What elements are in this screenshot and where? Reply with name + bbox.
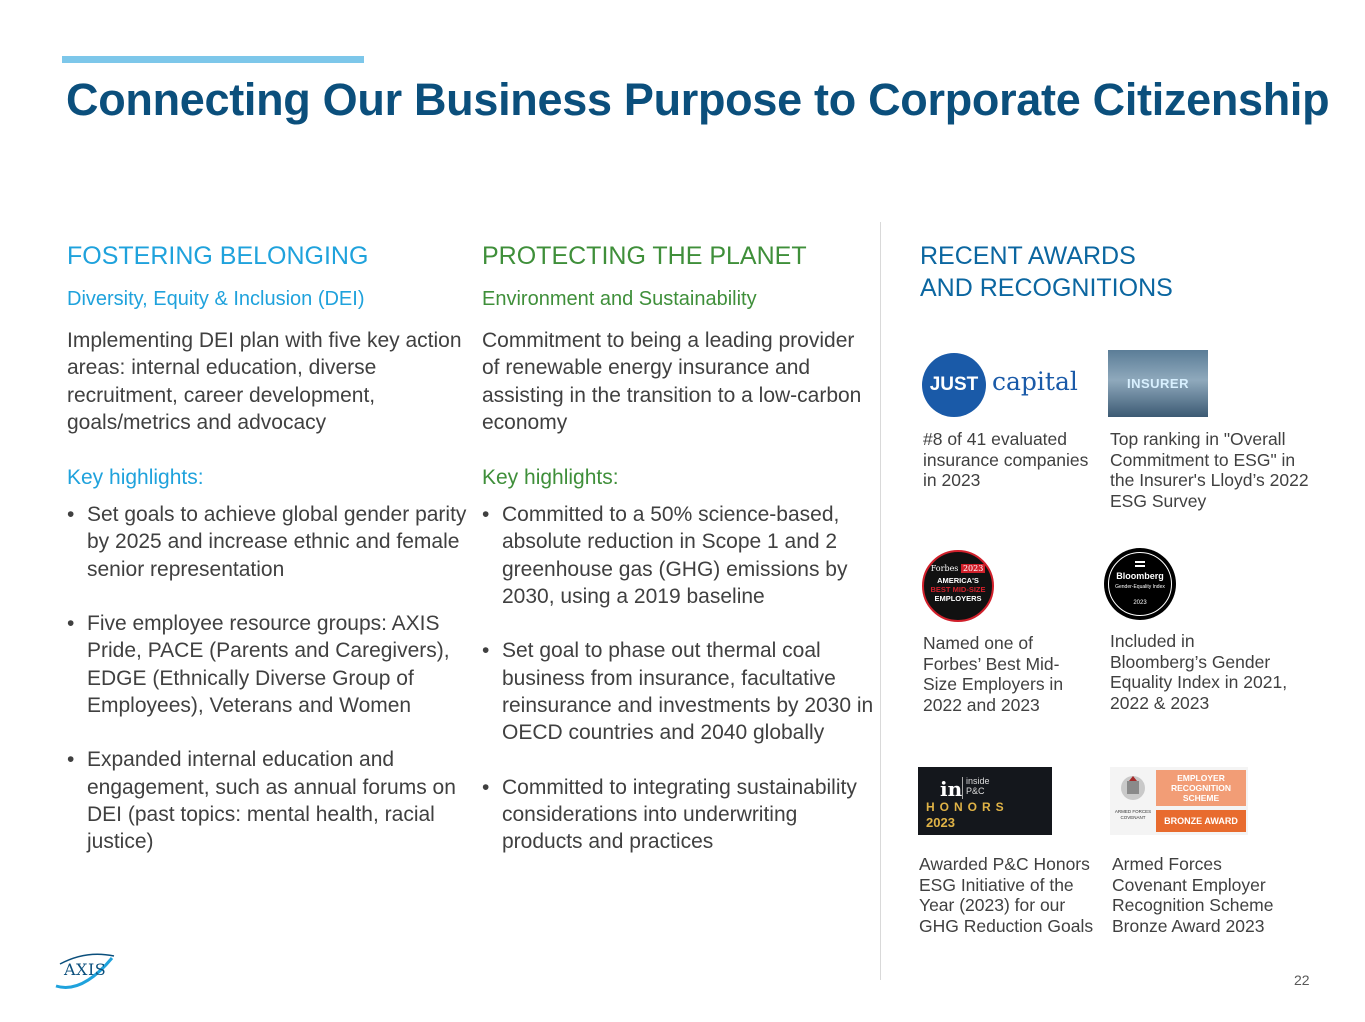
fostering-belonging-column: [67, 240, 467, 882]
bullet-icon: •: [67, 748, 75, 772]
section-subheading-dei: Diversity, Equity & Inclusion (DEI): [67, 288, 365, 310]
section-heading-planet: PROTECTING THE PLANET: [482, 242, 807, 270]
environment-intro-text: Commitment to being a leading provider of renewable energy insurance and assisting in the transition to a low-carbon economy: [482, 329, 862, 434]
bullet-icon: •: [67, 503, 75, 527]
environment-highlights-list: [482, 501, 877, 855]
award-caption-bloomberg: Included in Bloomberg’s Gender Equality Index in 2021, 2022 & 2023: [1110, 631, 1288, 713]
page-title: Connecting Our Business Purpose to Corporate Citizenship: [66, 74, 1330, 125]
list-item: • Committed to integrating sustainability considerations into underwriting products and practices: [482, 775, 857, 854]
award-caption-armed-forces: Armed Forces Covenant Employer Recognition Scheme Bronze Award 2023: [1112, 854, 1274, 936]
award-caption-just-capital: #8 of 41 evaluated insurance companies in 2023: [923, 429, 1089, 491]
bullet-icon: •: [67, 612, 75, 636]
armed-forces-covenant-logo: ARMED FORCES COVENANT EMPLOYER RECOGNITION SCHEME BRONZE AWARD: [1110, 767, 1248, 835]
dei-highlights-list: [67, 501, 467, 855]
award-caption-insurer: Top ranking in "Overall Commitment to ESG" in the Insurer's Lloyd’s 2022 ESG Survey: [1110, 429, 1309, 511]
crest-icon: [1118, 773, 1148, 803]
bullet-icon: •: [482, 503, 490, 527]
awards-heading: RECENT AWARDS AND RECOGNITIONS: [920, 242, 1173, 302]
award-caption-inside-pc: Awarded P&C Honors ESG Initiative of the Year (2023) for our GHG Reduction Goals: [919, 854, 1094, 936]
forbes-logo: Forbes 2023 AMERICA'S BEST MID-SIZE EMPLOYERS: [922, 550, 994, 622]
bullet-icon: •: [482, 639, 490, 663]
list-item: • Committed to a 50% science-based, absolute reduction in Scope 1 and 2 greenhouse gas (GHG) emissions by 2030, using a 2019 baseline: [482, 503, 848, 609]
insurer-logo: INSURER: [1108, 350, 1208, 417]
award-caption-forbes: Named one of Forbes’ Best Mid-Size Employers in 2022 and 2023: [923, 633, 1064, 715]
key-highlights-label: Key highlights:: [482, 466, 619, 490]
dei-intro-text: Implementing DEI plan with five key action areas: internal education, diverse recruitment, career development, goals/metrics and advocacy: [67, 329, 462, 434]
list-item: • Set goals to achieve global gender parity by 2025 and increase ethnic and female senior representation: [67, 503, 467, 581]
axis-logo: AXIS: [52, 950, 118, 997]
list-item: • Five employee resource groups: AXIS Pride, PACE (Parents and Caregivers), EDGE (Ethnically Diverse Group of Employees), Veterans and Women: [67, 612, 450, 717]
section-heading-belonging: FOSTERING BELONGING: [67, 242, 369, 270]
title-accent-bar: [62, 56, 364, 63]
bloomberg-gei-logo: Bloomberg Gender-Equality Index 2023: [1104, 548, 1176, 620]
list-item: • Set goal to phase out thermal coal business from insurance, facultative reinsurance and investments by 2030 in OECD countries and 2040 globally: [482, 639, 874, 745]
column-divider: [880, 222, 881, 980]
inside-pc-honors-logo: in inside P&C HONORS 2023: [918, 767, 1052, 835]
key-highlights-label: Key highlights:: [67, 466, 204, 490]
just-capital-logo: JUST capital: [922, 353, 1072, 417]
section-subheading-environment: Environment and Sustainability: [482, 288, 757, 310]
bullet-icon: •: [482, 775, 490, 799]
page-number: 22: [1294, 972, 1310, 988]
list-item: • Expanded internal education and engagement, such as annual forums on DEI (past topics: mental health, racial justice): [67, 748, 456, 854]
protecting-planet-column: [482, 240, 877, 882]
